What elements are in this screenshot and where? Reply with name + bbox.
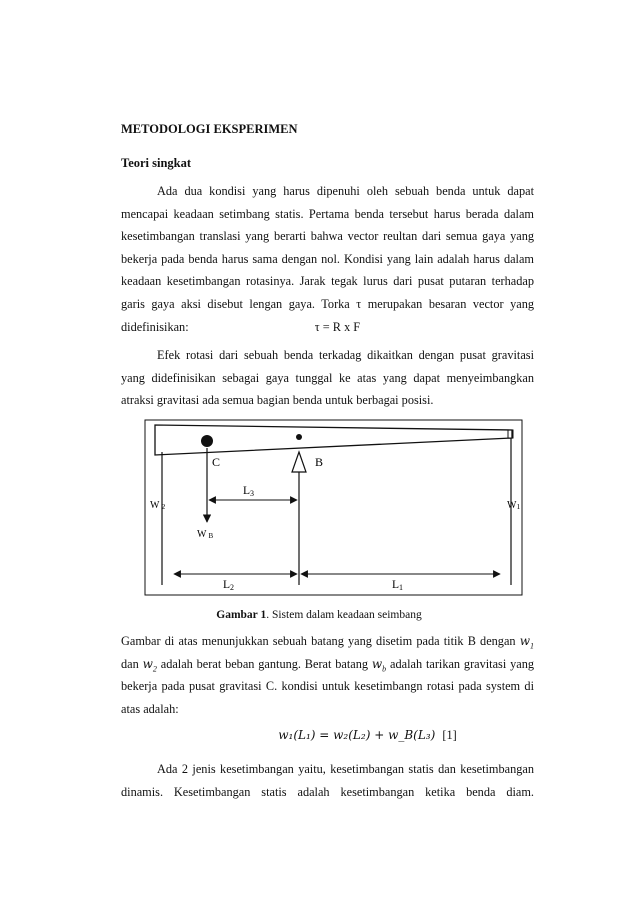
label-l3: L3 — [243, 485, 255, 498]
label-w2: W 2 — [150, 500, 166, 511]
para3-line-1: Gambar di atas menunjukkan sebuah batang yang disetim pada titik B dengan — [121, 634, 516, 648]
para1-line-2: mencapai keadaan setimbang statis. Pertama benda tersebut harus berada dalam — [121, 206, 534, 221]
para2-line-1: Efek rotasi dari sebuah benda terkadag dikaitkan dengan pusat gravitasi — [157, 348, 534, 362]
pivot-dot — [296, 434, 302, 440]
para1-line-7: didefinisikan: — [121, 319, 189, 334]
label-wb: W B — [197, 529, 214, 540]
para1-line-6: garis gaya aksi disebut lengan gaya. Torka τ merupakan besaran vector yang — [121, 296, 534, 311]
pivot-triangle — [292, 452, 306, 472]
para3-line-4: atas adalah: — [121, 701, 179, 716]
section-heading: METODOLOGI EKSPERIMEN — [121, 122, 298, 136]
para3-line-3: bekerja pada pusat gravitasi C. kondisi untuk kesetimbangn rotasi pada system di — [121, 679, 534, 694]
para2-line-3: atraksi gravitasi ada semua bagian benda untuk berbagai posisi. — [121, 393, 434, 408]
para4-line-2: dinamis. Kesetimbangan statis adalah kesetimbangan ketika benda diam. — [121, 784, 534, 799]
label-b: B — [315, 455, 324, 469]
para1-line-5: keadaan kesetimbangan rotasinya. Jarak tegak lurus dari pusat putaran terhadap — [121, 274, 534, 289]
subsection-heading: Teori singkat — [121, 156, 192, 170]
torque-equation: τ = R x F — [314, 319, 361, 334]
para1-line-1: Ada dua kondisi yang harus dipenuhi oleh sebuah benda untuk dapat — [157, 184, 534, 198]
rotational-equilibrium-equation: w₁(L₁) = w₂(L₂) + w_B(L₃) — [278, 728, 436, 742]
label-l2: L2 — [223, 579, 235, 592]
label-l1: L1 — [392, 579, 404, 592]
paragraph-4 — [121, 758, 534, 803]
para1-line-4: bekerja pada benda harus sama dengan nol. Kondisi yang lain adalah harus dalam — [121, 251, 534, 266]
equation-1 — [121, 728, 534, 743]
paragraph-3: Gambar di atas menunjukkan sebuah batang yang disetim pada titik B dengan $w_1$ dan $w_2$ adalah berat beban gantung. Berat batang $w_b$ adalah tarikan gravitasi yang bekerja pada pusat gravitasi C. kondisi untuk kesetimbangn rotasi pada system di atas adalah: — [121, 630, 534, 720]
label-c: C — [212, 455, 221, 469]
figure-caption: Gambar 1. Sistem dalam keadaan seimbang — [216, 609, 422, 621]
para1-line-3: kesetimbangan translasi yang berarti bahwa vector reultan dari semua gaya yang — [121, 229, 534, 244]
center-of-gravity-dot — [201, 435, 213, 447]
label-w1: W1 — [507, 500, 521, 511]
para4-line-1: Ada 2 jenis kesetimbangan yaitu, kesetimbangan statis dan kesetimbangan — [157, 762, 534, 776]
para2-line-2: yang didefinisikan sebagai gaya tunggal ke atas yang dapat menyeimbangkan — [121, 370, 534, 385]
equation-reference: [1] — [442, 728, 457, 742]
